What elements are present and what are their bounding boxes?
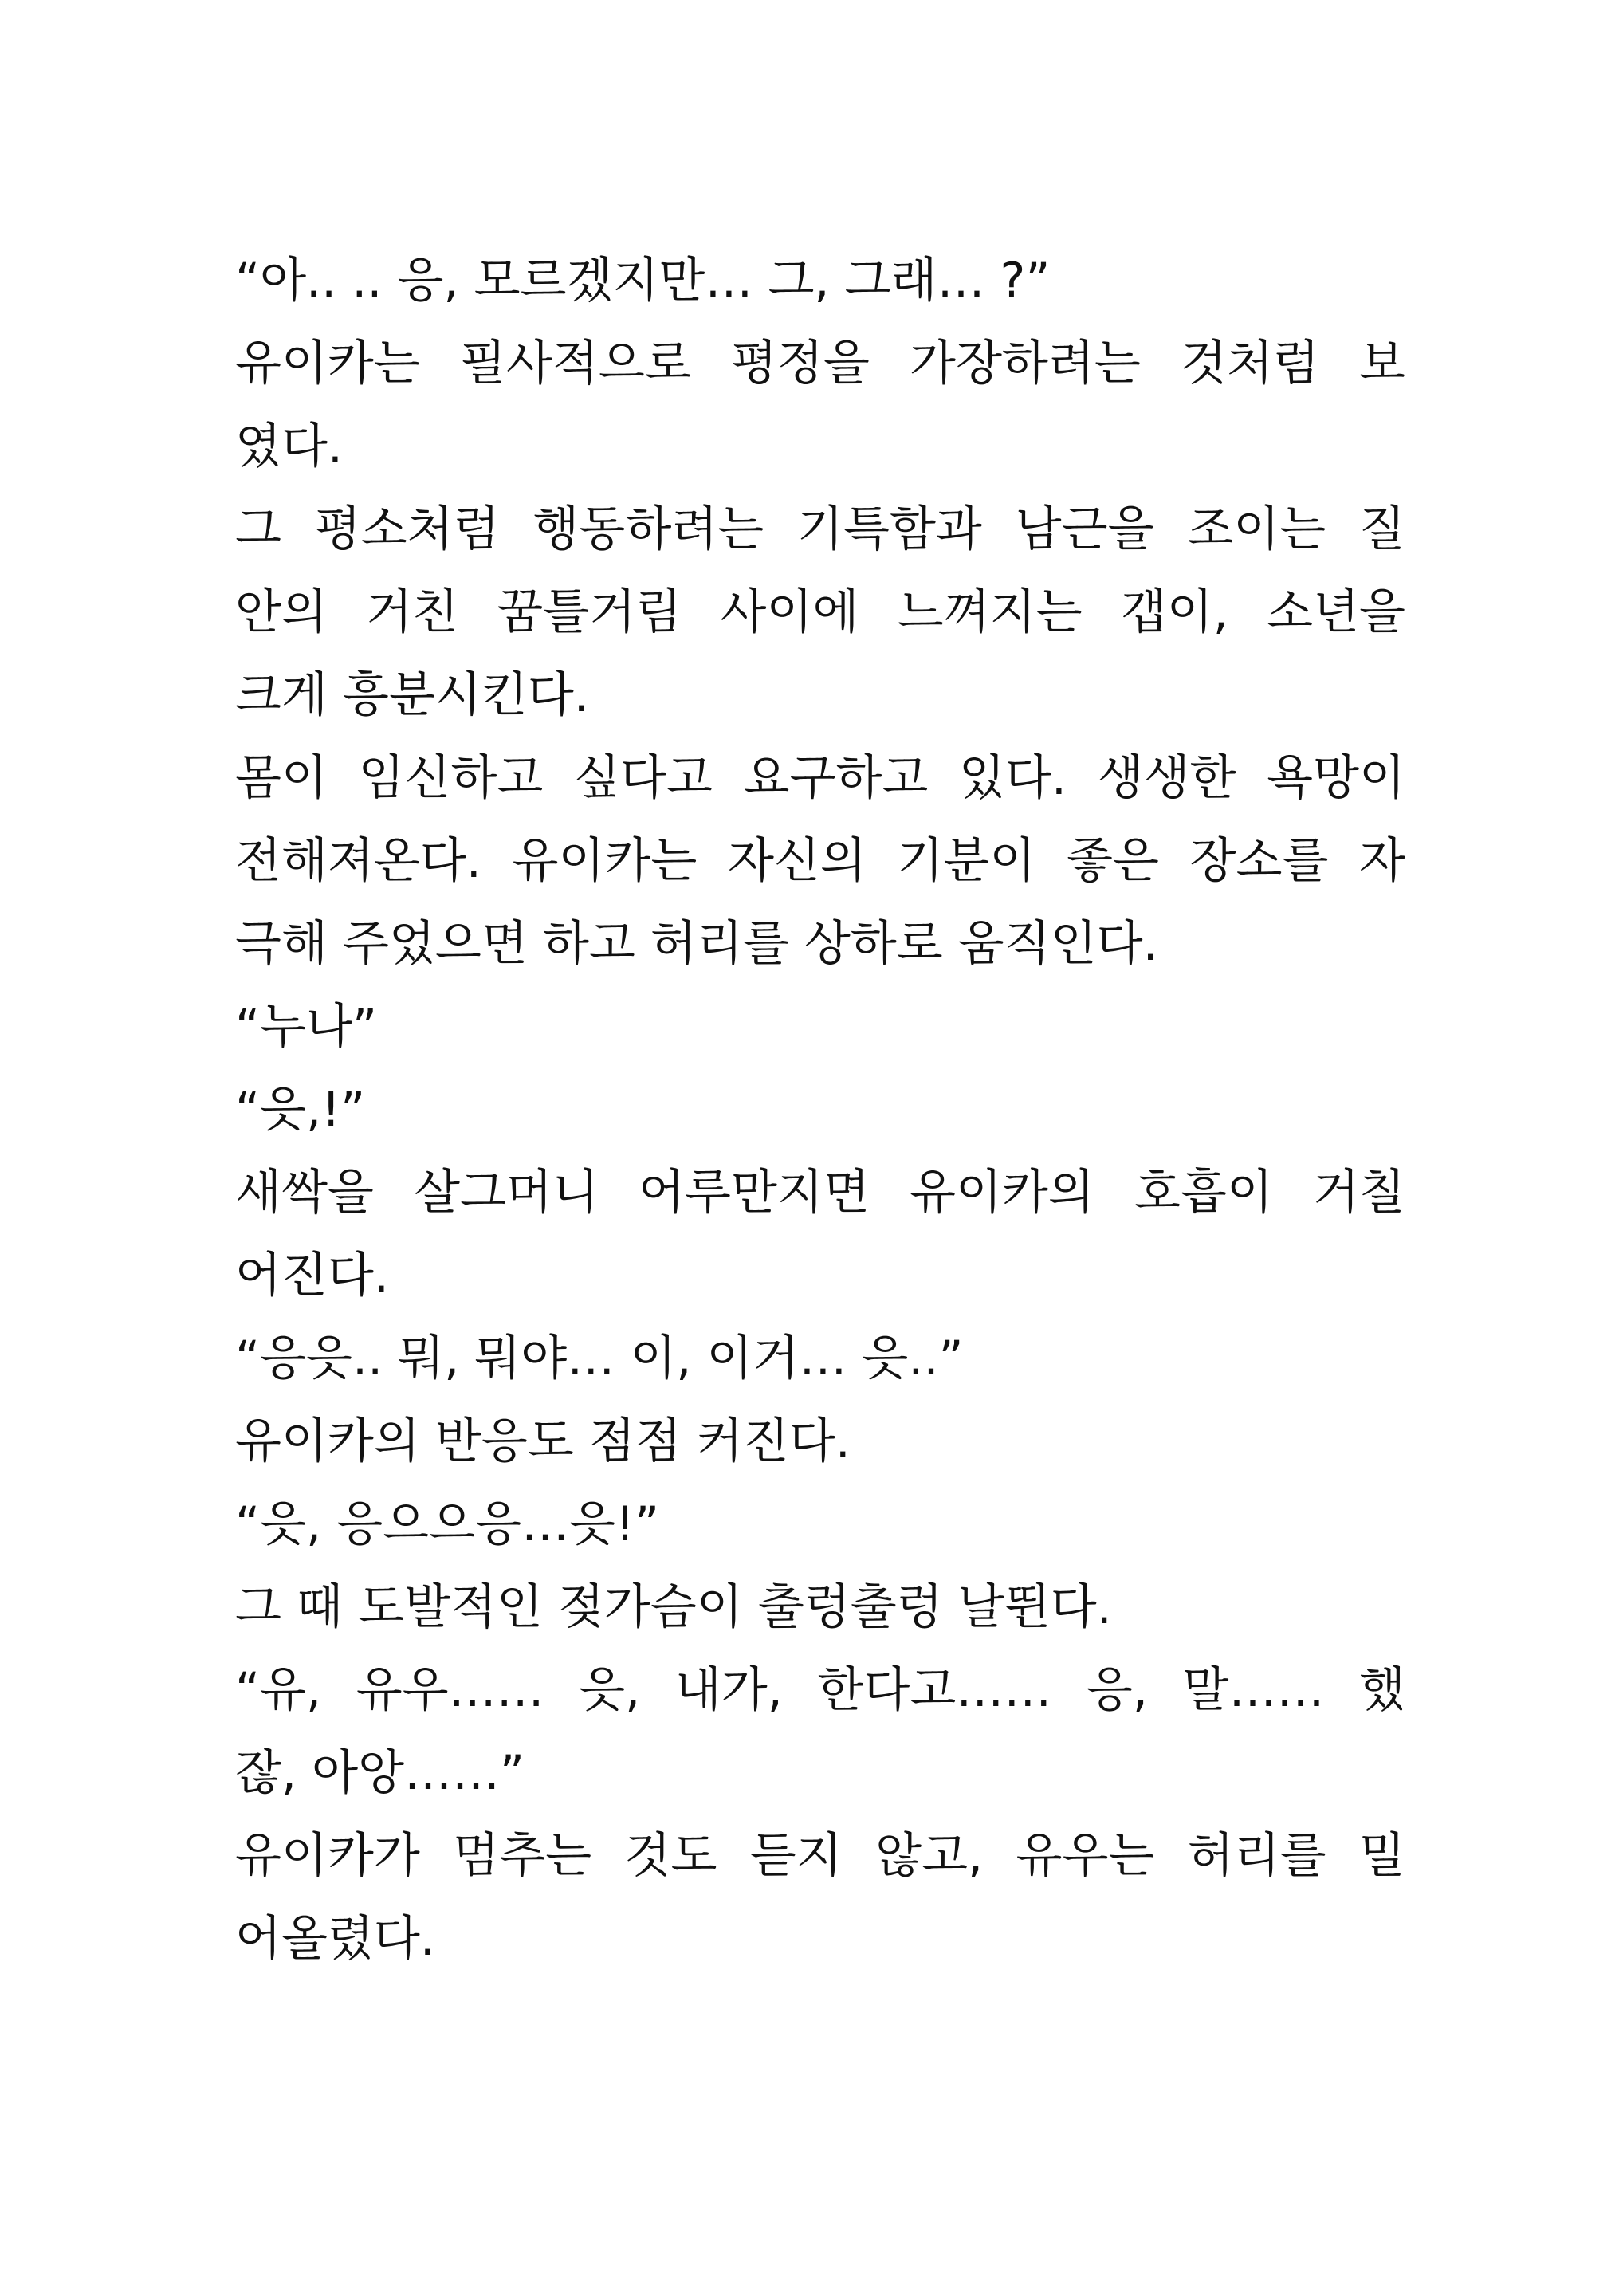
text-line: “읏, 응으으응…읏!” bbox=[235, 1496, 660, 1552]
text-line: 잖, 아앙……” bbox=[235, 1745, 525, 1801]
text-line: 였다. bbox=[235, 419, 343, 474]
text-line: 극해 주었으면 하고 허리를 상하로 움직인다. bbox=[235, 916, 1158, 972]
text-line: 안의 거친 꿈틀거림 사이에 느껴지는 갭이, 소년을 bbox=[235, 584, 1405, 640]
text-line: 그 평소처럼 행동하려는 기특함과 남근을 조이는 질 bbox=[235, 501, 1405, 557]
text-line: 새싹을 살그머니 어루만지면 유이카의 호흡이 거칠 bbox=[235, 1165, 1405, 1221]
text-line: 유이카는 필사적으로 평정을 가장하려는 것처럼 보 bbox=[235, 336, 1405, 391]
text-line: 어올렸다. bbox=[235, 1911, 435, 1967]
text-line: 그 때 도발적인 젖가슴이 출렁출렁 날뛴다. bbox=[235, 1579, 1112, 1635]
text-line: “아.. .. 응, 모르겠지만… 그, 그래… ?” bbox=[235, 253, 1051, 309]
text-line: 크게 흥분시킨다. bbox=[235, 667, 589, 723]
text-line: “유, 유우…… 읏, 내가, 한다고…… 응, 말…… 했 bbox=[235, 1662, 1405, 1718]
body-text bbox=[235, 239, 1405, 1980]
text-line: 몸이 임신하고 싶다고 요구하고 있다. 생생한 욕망이 bbox=[235, 750, 1405, 806]
text-line: “누나” bbox=[235, 999, 378, 1055]
text-line: 유이카가 멈추는 것도 듣지 않고, 유우는 허리를 밀 bbox=[235, 1828, 1405, 1884]
text-line: 어진다. bbox=[235, 1248, 389, 1303]
text-line: 유이카의 반응도 점점 커진다. bbox=[235, 1413, 851, 1469]
text-line: “읏,!” bbox=[235, 1082, 366, 1138]
text-line: 전해져온다. 유이카는 자신의 기분이 좋은 장소를 자 bbox=[235, 833, 1405, 889]
text-line: “응읏.. 뭐, 뭐야… 이, 이거… 읏..” bbox=[235, 1331, 964, 1386]
